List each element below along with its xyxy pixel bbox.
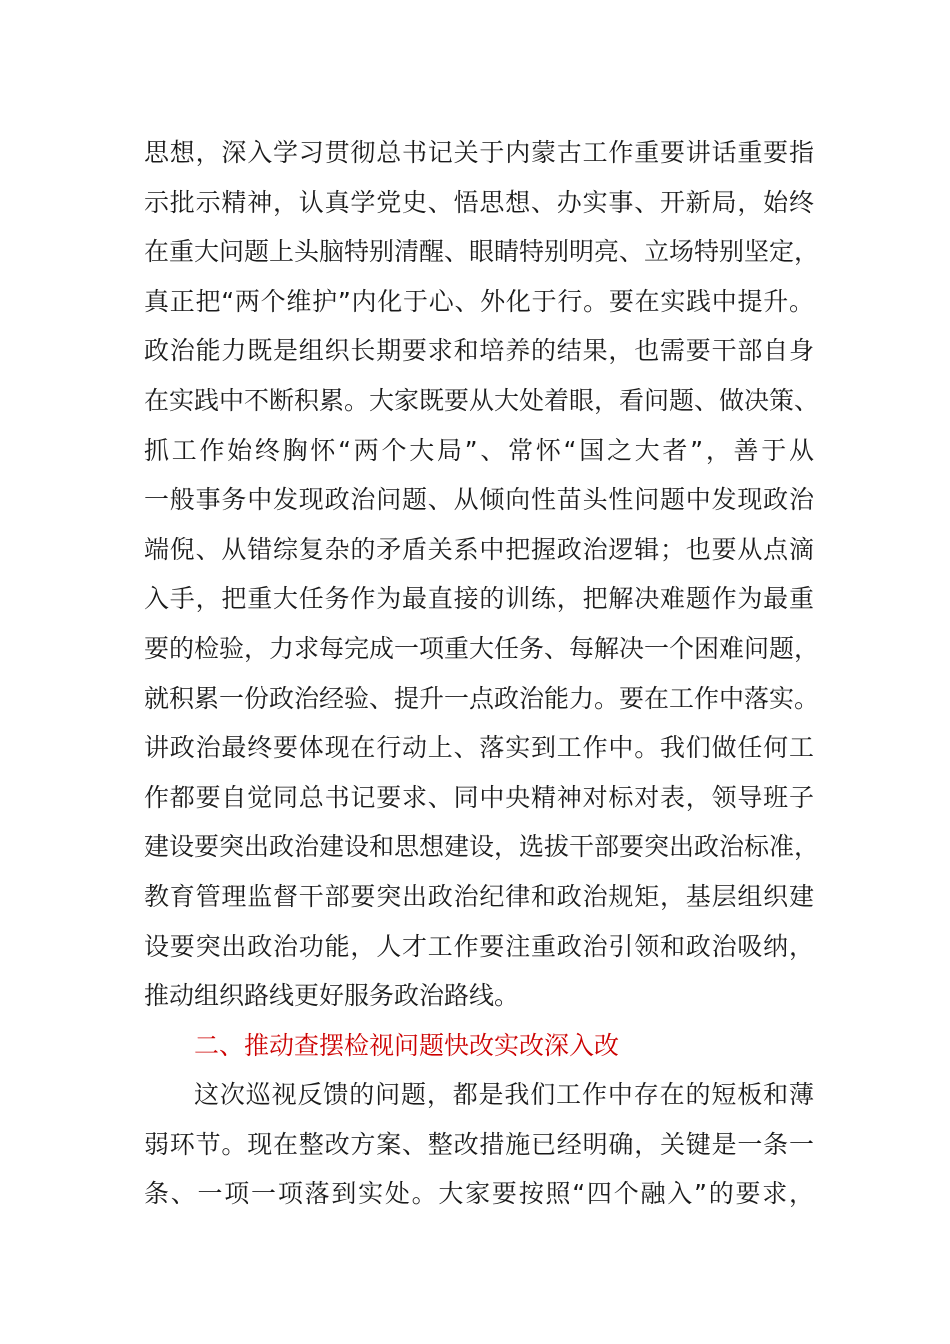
paragraph-line: 作都要自觉同总书记要求、同中央精神对标对表，领导班子 [144, 782, 814, 812]
paragraph-line: 真正把“两个维护”内化于心、外化于行。要在实践中提升。 [144, 286, 814, 316]
paragraph-line: 在实践中不断积累。大家既要从大处着眼，看问题、做决策、 [144, 385, 820, 415]
paragraph-line: 入手，把重大任务作为最直接的训练，把解决难题作为最重 [144, 584, 814, 614]
paragraph-line: 抓工作始终胸怀“两个大局”、常怀“国之大者”，善于从 [144, 435, 814, 465]
paragraph-line: 在重大问题上头脑特别清醒、眼睛特别明亮、立场特别坚定， [144, 237, 820, 267]
paragraph-line: 要的检验，力求每完成一项重大任务、每解决一个困难问题， [144, 633, 820, 663]
paragraph-line: 条、一项一项落到实处。大家要按照“四个融入”的要求， [144, 1179, 814, 1209]
paragraph-line: 教育管理监督干部要突出政治纪律和政治规矩，基层组织建 [144, 881, 814, 911]
paragraph-line: 一般事务中发现政治问题、从倾向性苗头性问题中发现政治 [144, 485, 814, 515]
paragraph-line: 思想，深入学习贯彻总书记关于内蒙古工作重要讲话重要指 [144, 138, 814, 167]
paragraph-line: 推动组织路线更好服务政治路线。 [144, 981, 520, 1011]
paragraph-line: 讲政治最终要体现在行动上、落实到工作中。我们做任何工 [144, 733, 814, 763]
paragraph-line: 就积累一份政治经验、提升一点政治能力。要在工作中落实。 [144, 683, 820, 713]
paragraph-line: 端倪、从错综复杂的矛盾关系中把握政治逻辑；也要从点滴 [144, 534, 814, 564]
paragraph-line: 政治能力既是组织长期要求和培养的结果，也需要干部自身 [144, 336, 814, 366]
paragraph-line: 设要突出政治功能，人才工作要注重政治引领和政治吸纳， [144, 931, 814, 961]
paragraph-line: 这次巡视反馈的问题，都是我们工作中存在的短板和薄 [194, 1080, 814, 1110]
paragraph-line: 建设要突出政治建设和思想建设，选拔干部要突出政治标准， [144, 832, 820, 862]
document-body [144, 128, 820, 1219]
section-heading: 二、推动查摆检视问题快改实改深入改 [194, 1030, 620, 1060]
paragraph-line: 弱环节。现在整改方案、整改措施已经明确，关键是一条一 [144, 1129, 814, 1159]
paragraph-line: 示批示精神，认真学党史、悟思想、办实事、开新局，始终 [144, 187, 814, 217]
